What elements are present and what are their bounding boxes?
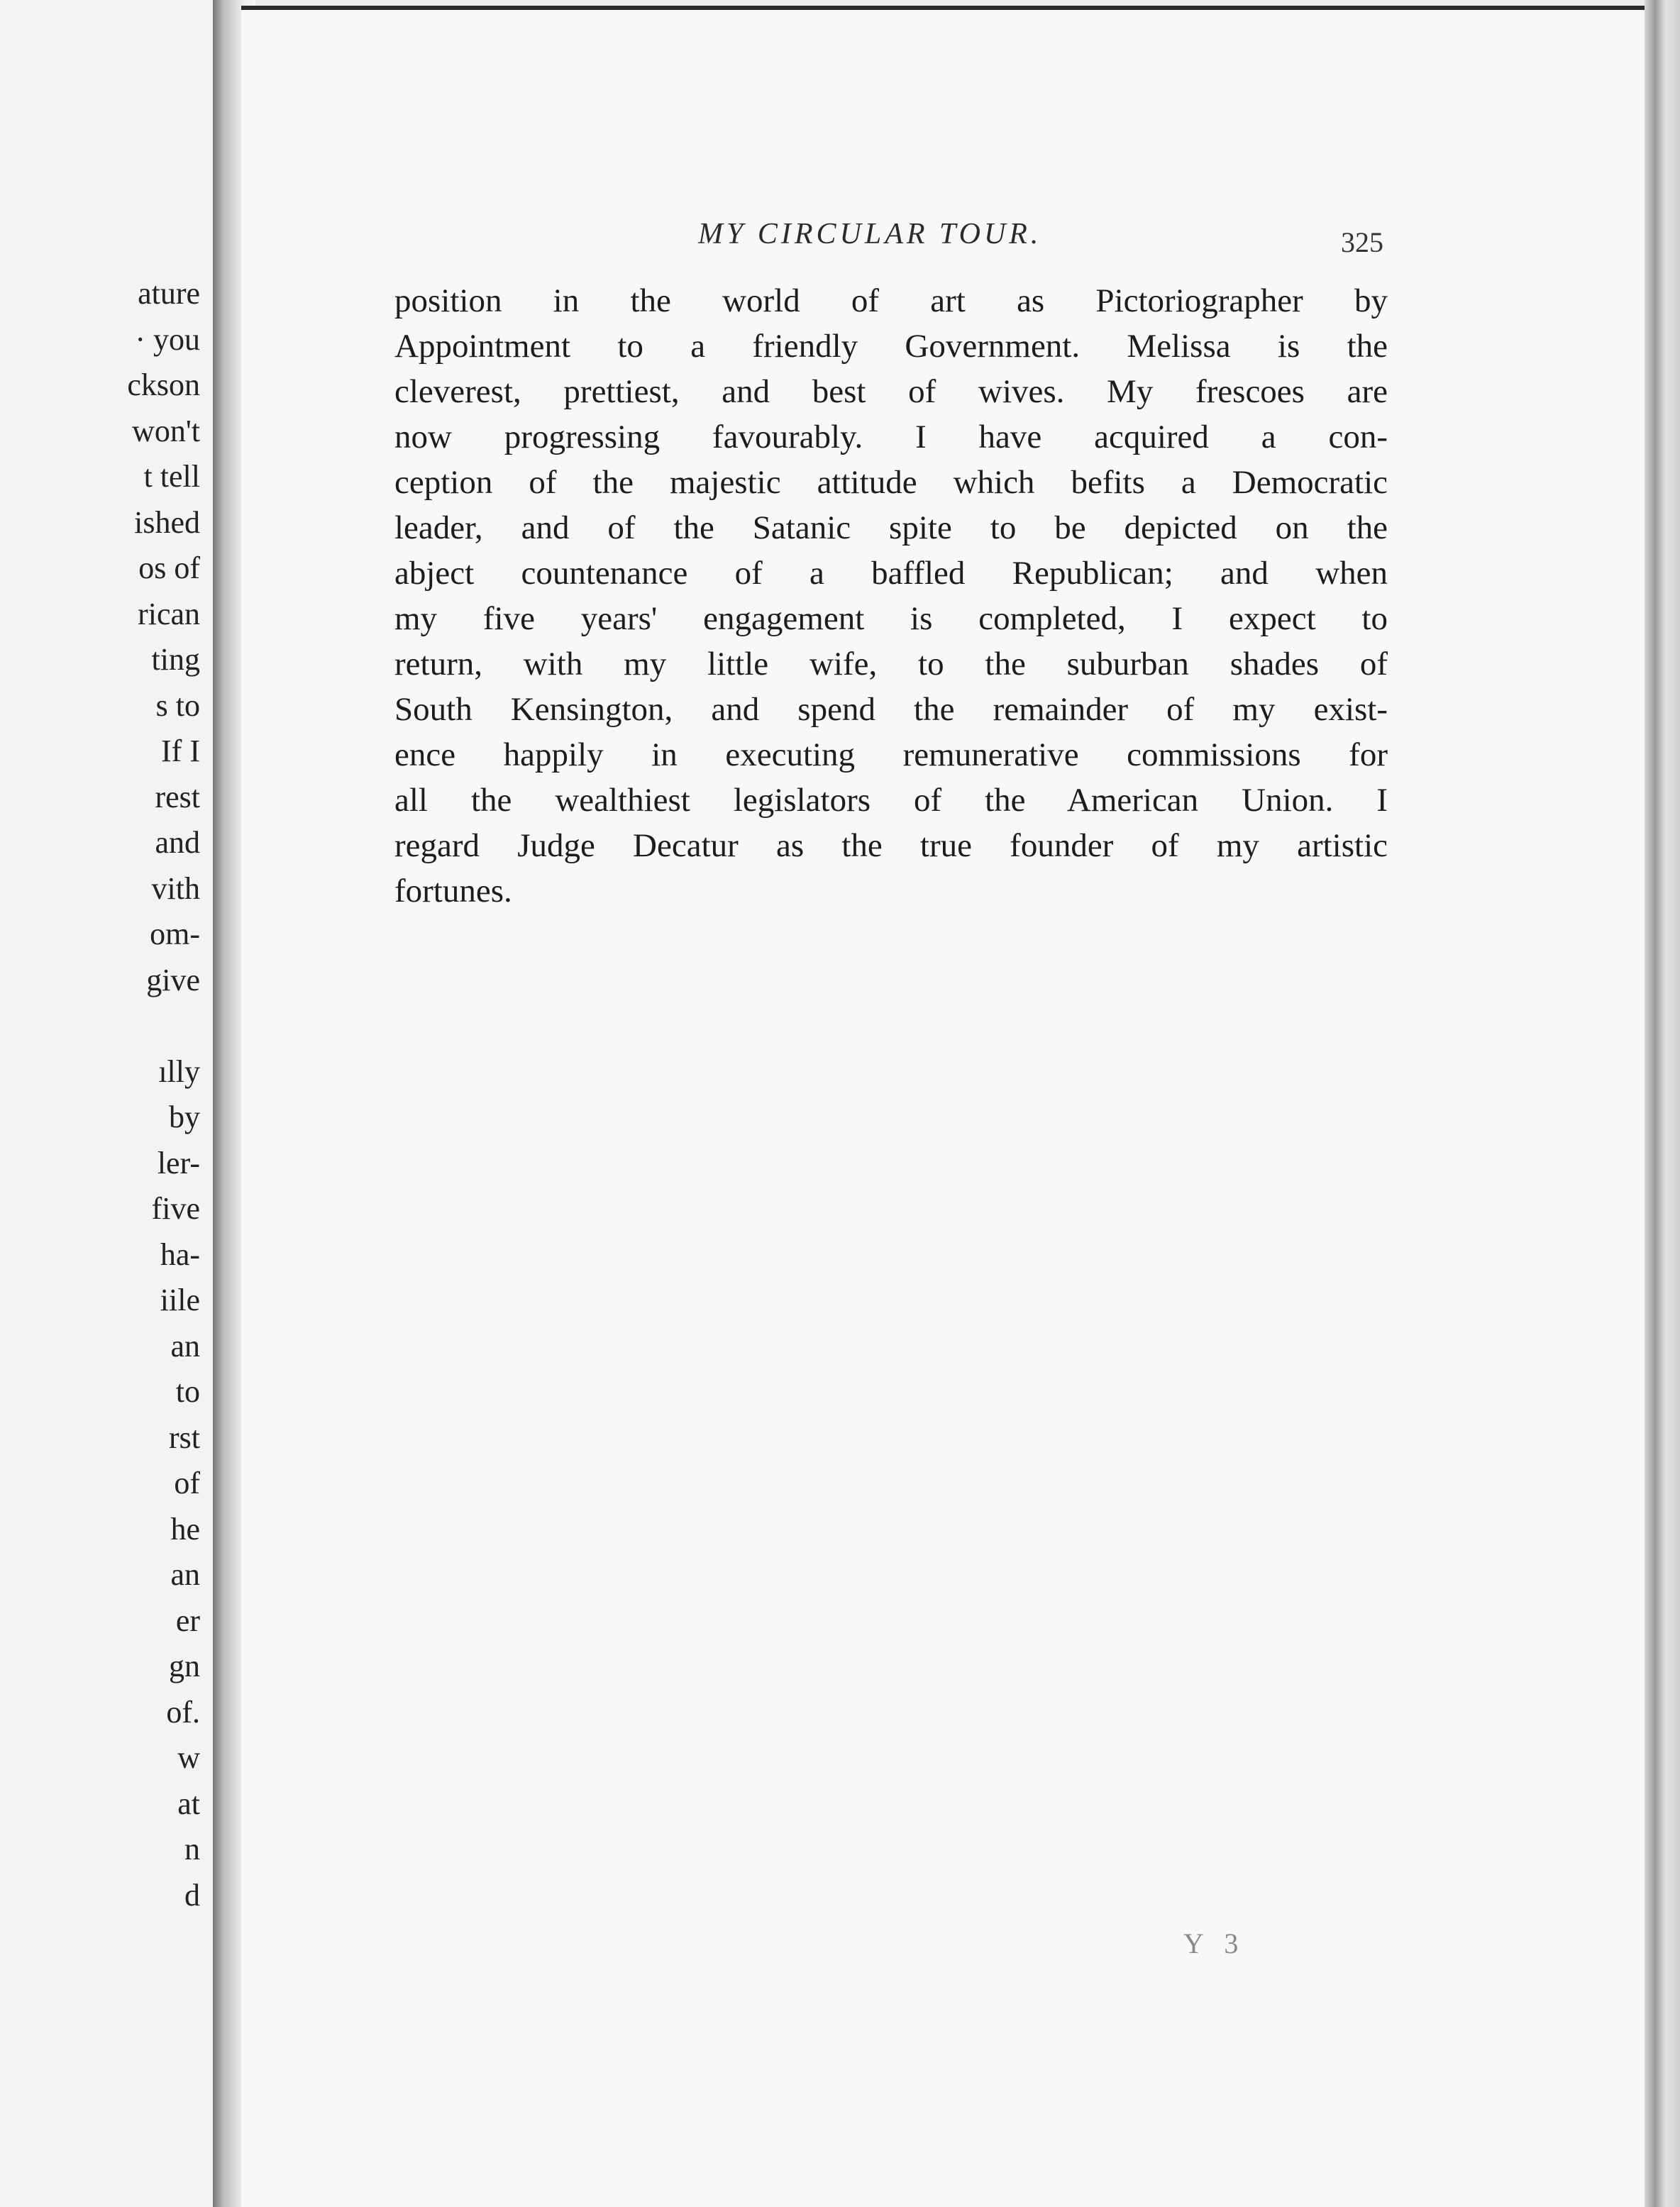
previous-page-fragment: er — [175, 1603, 200, 1638]
previous-page-fragment: rican — [138, 596, 200, 631]
page-edge — [1645, 0, 1680, 2207]
previous-page-edge — [0, 0, 215, 2207]
text-line: my five years' engagement is completed, I expect to — [394, 600, 1388, 637]
previous-page-fragment: give — [146, 962, 200, 997]
text-line: cleverest, prettiest, and best of wives. My frescoes are — [394, 373, 1388, 410]
previous-page-fragment: s to — [155, 687, 200, 723]
previous-page-fragment: and — [155, 825, 200, 860]
text-line: ence happily in executing remunerative commissions for — [394, 736, 1388, 773]
previous-page-fragment: · you — [135, 321, 200, 357]
previous-page-fragment: ler- — [157, 1145, 200, 1180]
previous-page-fragment: gn — [169, 1649, 200, 1683]
text-line: return, with my little wife, to the suburban shades of — [394, 646, 1388, 682]
text-line: leader, and of the Satanic spite to be depicted on the — [394, 509, 1388, 546]
previous-page-fragment: n — [184, 1832, 200, 1866]
signature-mark: Y 3 — [1183, 1927, 1246, 1959]
previous-page-fragment: rest — [155, 779, 200, 814]
previous-page-fragment: ha- — [160, 1237, 200, 1272]
previous-page-fragment: d — [184, 1877, 200, 1913]
text-line: fortunes. — [394, 873, 512, 909]
previous-page-fragment: five — [151, 1191, 200, 1226]
previous-page-fragment: of — [174, 1466, 200, 1500]
previous-page-fragment: rst — [169, 1420, 200, 1455]
previous-page-fragment: os of — [138, 551, 200, 585]
previous-page-fragment: won't — [132, 413, 200, 448]
previous-page-fragment: ished — [134, 504, 200, 540]
previous-page-fragment: to — [175, 1374, 200, 1409]
previous-page-fragment: of. — [166, 1694, 200, 1730]
text-line: now progressing favourably. I have acquired a con- — [394, 419, 1388, 455]
previous-page-fragment: If I — [161, 734, 200, 768]
previous-page-fragment: by — [169, 1100, 200, 1134]
text-line: abject countenance of a baffled Republican; and when — [394, 555, 1388, 592]
previous-page-fragment: ting — [151, 642, 200, 677]
text-line: position in the world of art as Pictoriographer by — [394, 282, 1388, 319]
previous-page-fragment: w — [177, 1740, 200, 1775]
previous-page-fragment: ılly — [158, 1053, 200, 1089]
previous-page-fragment: an — [170, 1328, 200, 1364]
previous-page-fragment: vith — [151, 870, 200, 906]
page-number: 325 — [1341, 226, 1383, 258]
previous-page-fragment: t tell — [143, 459, 200, 494]
text-line: ception of the majestic attitude which befits a Democratic — [394, 464, 1388, 501]
text-line: regard Judge Decatur as the true founder of my artistic — [394, 827, 1388, 864]
text-line: all the wealthiest legislators of the American Union. I — [394, 782, 1388, 819]
previous-page-fragment: an — [170, 1557, 200, 1592]
previous-page-fragment: ature — [138, 276, 200, 311]
previous-page-fragment: he — [170, 1511, 200, 1547]
previous-page-fragment: iile — [160, 1283, 200, 1317]
text-line: South Kensington, and spend the remainder of my exist- — [394, 691, 1388, 728]
previous-page-fragment: ckson — [127, 367, 200, 402]
running-title: MY CIRCULAR TOUR. — [698, 218, 1042, 250]
previous-page-fragment: om- — [150, 917, 200, 951]
text-line: Appointment to a friendly Government. Melissa is the — [394, 328, 1388, 365]
previous-page-fragment: at — [177, 1786, 200, 1821]
